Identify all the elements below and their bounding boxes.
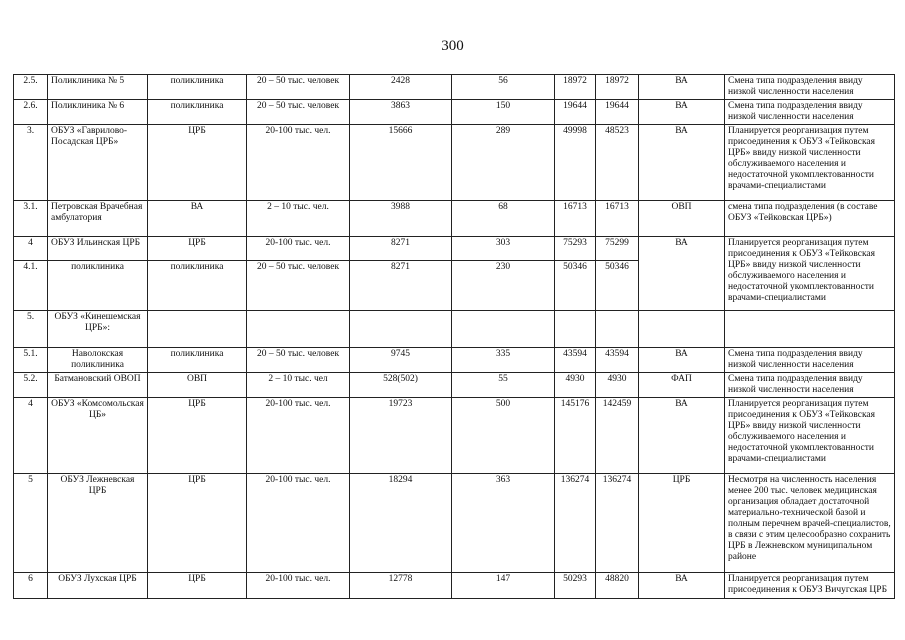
row-number: 5. (14, 311, 48, 348)
value-1: 12778 (350, 573, 452, 599)
table-row (14, 348, 895, 373)
org-name: ОБУЗ Лухская ЦРБ (48, 573, 148, 599)
note (725, 311, 895, 348)
unit-type: поликлиника (148, 75, 247, 100)
note: Смена типа подразделения ввиду низкой численности населения (725, 75, 895, 100)
unit-type: поликлиника (148, 100, 247, 125)
new-unit-type: ВА (639, 398, 725, 474)
note: Несмотря на численность населения менее 200 тыс. человек медицинская организация обладает достаточной материально-технической базой и полным перечнем врачей-специалистов, в связи с этим целесообразно сохранить ЦРБ в Лежневском муниципальном районе (725, 474, 895, 573)
population-range: 20-100 тыс. чел. (247, 398, 350, 474)
value-2: 147 (452, 573, 555, 599)
table-row (14, 100, 895, 125)
value-4: 48820 (596, 573, 639, 599)
row-number: 4 (14, 398, 48, 474)
unit-type: ЦРБ (148, 237, 247, 261)
value-4: 75299 (596, 237, 639, 261)
org-name: ОБУЗ Ильинская ЦРБ (48, 237, 148, 261)
org-name: Поликлиника № 5 (48, 75, 148, 100)
new-unit-type: ВА (639, 100, 725, 125)
row-number: 6 (14, 573, 48, 599)
unit-type: поликлиника (148, 261, 247, 311)
population-range (247, 311, 350, 348)
table-row (14, 373, 895, 398)
population-range: 20 – 50 тыс. человек (247, 75, 350, 100)
row-number: 3. (14, 125, 48, 201)
org-name: ОБУЗ Лежневская ЦРБ (48, 474, 148, 573)
table-row (14, 398, 895, 474)
value-1: 18294 (350, 474, 452, 573)
row-number: 4 (14, 237, 48, 261)
value-2: 150 (452, 100, 555, 125)
value-3: 50346 (555, 261, 596, 311)
new-unit-type: ВА (639, 125, 725, 201)
value-4: 19644 (596, 100, 639, 125)
population-range: 2 – 10 тыс. чел (247, 373, 350, 398)
value-1: 528(502) (350, 373, 452, 398)
new-unit-type: ОВП (639, 201, 725, 237)
table-row (14, 237, 895, 261)
row-number: 5.1. (14, 348, 48, 373)
new-unit-type: ВА (639, 237, 725, 311)
note: Смена типа подразделения ввиду низкой численности населения (725, 348, 895, 373)
value-4 (596, 311, 639, 348)
population-range: 20-100 тыс. чел. (247, 573, 350, 599)
value-3: 16713 (555, 201, 596, 237)
value-1: 8271 (350, 261, 452, 311)
new-unit-type: ВА (639, 573, 725, 599)
table-row (14, 311, 895, 348)
reorganization-table (13, 74, 895, 599)
note: Смена типа подразделения ввиду низкой численности населения (725, 373, 895, 398)
value-4: 136274 (596, 474, 639, 573)
table-row (14, 573, 895, 599)
value-4: 18972 (596, 75, 639, 100)
table-row (14, 75, 895, 100)
value-1 (350, 311, 452, 348)
org-name: ОБУЗ «Комсомольская ЦБ» (48, 398, 148, 474)
org-name: Петровская Врачебная амбулатория (48, 201, 148, 237)
org-name: Батмановский ОВОП (48, 373, 148, 398)
value-1: 15666 (350, 125, 452, 201)
note: Планируется реорганизация путем присоединения к ОБУЗ «Тейковская ЦРБ» ввиду низкой численности обслуживаемого населения и недостаточной укомплектованности врачами-специалистами (725, 237, 895, 311)
value-2: 363 (452, 474, 555, 573)
value-4: 43594 (596, 348, 639, 373)
org-name: ОБУЗ «Гаврилово-Посадская ЦРБ» (48, 125, 148, 201)
table-row (14, 201, 895, 237)
value-2 (452, 311, 555, 348)
unit-type: ОВП (148, 373, 247, 398)
value-4: 50346 (596, 261, 639, 311)
value-4: 48523 (596, 125, 639, 201)
value-1: 9745 (350, 348, 452, 373)
new-unit-type: ФАП (639, 373, 725, 398)
value-3: 18972 (555, 75, 596, 100)
population-range: 2 – 10 тыс. чел. (247, 201, 350, 237)
value-2: 335 (452, 348, 555, 373)
population-range: 20 – 50 тыс. человек (247, 261, 350, 311)
note: Смена типа подразделения ввиду низкой численности населения (725, 100, 895, 125)
value-4: 142459 (596, 398, 639, 474)
value-2: 55 (452, 373, 555, 398)
value-3: 145176 (555, 398, 596, 474)
row-number: 4.1. (14, 261, 48, 311)
population-range: 20 – 50 тыс. человек (247, 348, 350, 373)
value-1: 3863 (350, 100, 452, 125)
value-2: 230 (452, 261, 555, 311)
population-range: 20-100 тыс. чел. (247, 125, 350, 201)
value-3: 19644 (555, 100, 596, 125)
page-number: 300 (441, 38, 464, 54)
new-unit-type: ЦРБ (639, 474, 725, 573)
org-name: Поликлиника № 6 (48, 100, 148, 125)
value-3: 49998 (555, 125, 596, 201)
value-4: 16713 (596, 201, 639, 237)
unit-type: ЦРБ (148, 573, 247, 599)
value-4: 4930 (596, 373, 639, 398)
table-row (14, 125, 895, 201)
unit-type: ЦРБ (148, 125, 247, 201)
org-name: поликлиника (48, 261, 148, 311)
value-2: 303 (452, 237, 555, 261)
value-3: 50293 (555, 573, 596, 599)
value-1: 3988 (350, 201, 452, 237)
note: Планируется реорганизация путем присоединения к ОБУЗ «Тейковская ЦРБ» ввиду низкой численности обслуживаемого населения и недостаточной укомплектованности врачами-специалистами (725, 398, 895, 474)
value-2: 68 (452, 201, 555, 237)
value-3: 43594 (555, 348, 596, 373)
new-unit-type: ВА (639, 75, 725, 100)
unit-type: ЦРБ (148, 398, 247, 474)
new-unit-type: ВА (639, 348, 725, 373)
value-2: 500 (452, 398, 555, 474)
row-number: 2.6. (14, 100, 48, 125)
population-range: 20-100 тыс. чел. (247, 474, 350, 573)
row-number: 5 (14, 474, 48, 573)
new-unit-type (639, 311, 725, 348)
row-number: 3.1. (14, 201, 48, 237)
value-3: 4930 (555, 373, 596, 398)
note: Планируется реорганизация путем присоединения к ОБУЗ Вичугская ЦРБ (725, 573, 895, 599)
value-3: 75293 (555, 237, 596, 261)
value-2: 56 (452, 75, 555, 100)
unit-type (148, 311, 247, 348)
value-2: 289 (452, 125, 555, 201)
table-row (14, 474, 895, 573)
value-3: 136274 (555, 474, 596, 573)
population-range: 20-100 тыс. чел. (247, 237, 350, 261)
note: смена типа подразделения (в составе ОБУЗ «Тейковская ЦРБ») (725, 201, 895, 237)
population-range: 20 – 50 тыс. человек (247, 100, 350, 125)
org-name: ОБУЗ «Кинешемская ЦРБ»: (48, 311, 148, 348)
value-1: 8271 (350, 237, 452, 261)
value-1: 2428 (350, 75, 452, 100)
value-3 (555, 311, 596, 348)
row-number: 5.2. (14, 373, 48, 398)
note: Планируется реорганизация путем присоединения к ОБУЗ «Тейковская ЦРБ» ввиду низкой численности обслуживаемого населения и недостаточной укомплектованности врачами-специалистами (725, 125, 895, 201)
value-1: 19723 (350, 398, 452, 474)
unit-type: ВА (148, 201, 247, 237)
row-number: 2.5. (14, 75, 48, 100)
unit-type: поликлиника (148, 348, 247, 373)
unit-type: ЦРБ (148, 474, 247, 573)
org-name: Наволокская поликлиника (48, 348, 148, 373)
